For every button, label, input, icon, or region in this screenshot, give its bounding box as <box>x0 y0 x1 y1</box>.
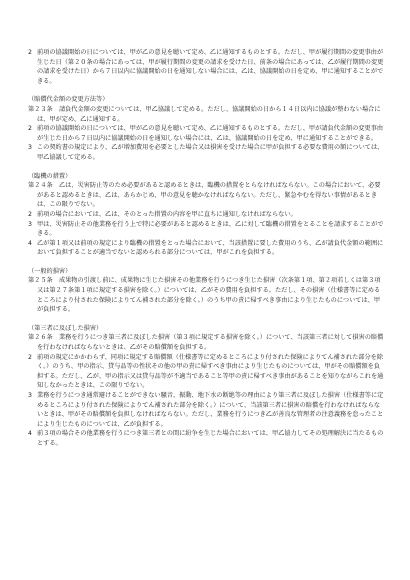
paragraph <box>28 391 384 429</box>
paragraph-number: 2 <box>28 49 32 56</box>
paragraph <box>28 124 384 143</box>
paragraph <box>28 220 384 239</box>
article-number: 第２３条 <box>28 105 53 113</box>
paragraph-number: 3 <box>28 144 32 152</box>
section-heading: （賠償代金額の変更方法等） <box>28 96 109 104</box>
paragraph <box>28 239 384 258</box>
article-number: 第２５条 <box>28 277 53 285</box>
paragraph-text: この契約書の規定により、乙が増加費用を必要とした場合又は損害を受けた場合に甲が負担する必要な費用の額については、甲乙協議して定める。 <box>37 144 384 161</box>
paragraph-text: 業務を行うにつき第三者に及ぼした損害（第３項に規定する損害を除く。）について、当該第三者に対して損害の賠償を行わなければならないときは、乙がその賠償額を負担する。 <box>37 334 384 352</box>
paragraph-text: 前項の場合においては、乙は、そのとった措置の内容を甲に直ちに通知しなければならない。 <box>37 210 297 218</box>
section-heading: （一般的損害） <box>28 267 72 275</box>
paragraph <box>28 333 384 352</box>
paragraph-number: 3 <box>28 220 32 228</box>
section-2 <box>28 95 384 162</box>
paragraph-text: 甲は、災害防止その他業務を行う上で特に必要があると認めるときは、乙に対して臨機の措置をとることを請求することができる。 <box>37 220 384 238</box>
paragraph <box>28 210 384 220</box>
section-1 <box>28 48 384 86</box>
paragraph <box>28 105 384 124</box>
paragraph <box>28 143 384 162</box>
paragraph-text: 乙は、災害防止等のため必要があると認めるときは、臨機の措置をとらなければならない。この場合において、必要があると認めるときは、乙は、あらかじめ、甲の意見を聴かなければならない。ただし、緊急やむを得ない事情があるときは、この限りでない。 <box>37 182 381 209</box>
paragraph <box>28 429 384 448</box>
paragraph-number: 2 <box>28 125 32 133</box>
paragraph-text: 前項の協議開始の日については、甲が乙の意見を聴いて定め、乙に通知するものとする。ただし、甲が履行期間の変更事由が生じた日（第２０条の場合にあっては、甲が履行期間の変更の請求を受けた日、前条の場合にあっては、乙が履行期間の変更の請求を受けた日）から７日以内に協議開始の日を通知しない場合には、乙は、協議開始の日を定め、甲に通知することができる。 <box>37 49 384 85</box>
paragraph-text: 請負代金額の変更については、甲乙協議して定める。ただし、協議開始の日から１４日以内に協議が整わない場合には、甲が定め、乙に通知する。 <box>37 105 381 123</box>
paragraph-number: 4 <box>28 430 32 438</box>
paragraph-text: 業務を行うにつき通常避けることができない騒音、振動、地下水の断絶等の理由により第三者に及ぼした損害（仕様書等に定めるところにより付された保険によりてん補された部分を除く。）について、当該第三者に損害の賠償を行わなければならないときは、甲がその賠償額を負担しなければならない。ただし、業務を行うにつき乙が善良な管理者の注意義務を怠ったことにより生じたものについては、乙が負担する。 <box>37 392 384 428</box>
paragraph-text: 成果物の引渡し前に、成果物に生じた損害その他業務を行うにつき生じた損害（次条第１項、第２項若しくは第３項又は第２７条第１項に規定する損害を除く。）については、乙がその費用を負担する。ただし、その損害（仕様書等に定めるところにより付された保険によりてん補された部分を除く。）のうち甲の責に帰すべき事由により生じたものについては、甲が負担する。 <box>37 277 381 314</box>
paragraph-text: 乙が第１項又は前項の規定により臨機の措置をとった場合において、当該措置に要した費用のうち、乙が請負代金額の範囲において負担することが適当でないと認められる部分については、甲がこれを負担する。 <box>37 239 384 257</box>
paragraph <box>28 48 384 86</box>
paragraph-text: 前項の規定にかかわらず、同項に規定する賠償額（仕様書等に定めるところにより付された保険によりてん補された部分を除く。）のうち、甲の指示、貸与品等の性状その他の甲の責に帰すべき事由により生じたものについては、甲がその賠償額を負担する。ただし、乙が、甲の指示又は貸与品等が不適当であること等甲の責に帰すべき事由があることを知りながらこれを通知しなかったときは、この限りでない。 <box>37 353 384 390</box>
paragraph-number: 2 <box>28 353 32 361</box>
paragraph-text: 前３項の場合その他業務を行うにつき第三者との間に紛争を生じた場合においては、甲乙協力してその処理解決に当たるものとする。 <box>37 430 384 447</box>
article-number: 第２６条 <box>28 334 53 342</box>
section-5 <box>28 324 384 449</box>
article-number: 第２４条 <box>28 182 53 190</box>
paragraph <box>28 353 384 391</box>
section-heading: （臨機の措置） <box>28 172 72 180</box>
paragraph-number: 3 <box>28 392 32 399</box>
paragraph-number: 2 <box>28 210 32 218</box>
paragraph <box>28 276 384 314</box>
section-heading: （第三者に及ぼした損害） <box>28 324 103 332</box>
paragraph-text: 前項の協議開始の日については、甲が乙の意見を聴いて定め、乙に通知するものとする。ただし、甲が請負代金額の変更事由が生じた日から７日以内に協議開始の日を通知しない場合には、乙は、協議開始の日を定め、甲に通知することができる。 <box>37 125 384 142</box>
paragraph <box>28 181 384 210</box>
section-4 <box>28 267 384 315</box>
section-3 <box>28 172 384 258</box>
paragraph-number: 4 <box>28 239 32 247</box>
